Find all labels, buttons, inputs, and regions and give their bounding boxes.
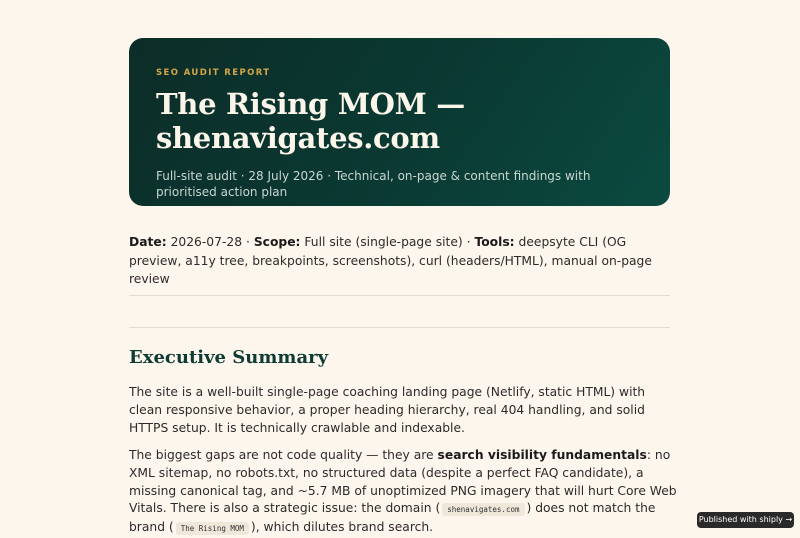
scope-label: Scope: <box>253 235 301 249</box>
report-title-line-1: The Rising MOM — <box>156 87 465 121</box>
executive-summary-paragraph-2 <box>129 447 677 538</box>
date-value: 2026-07-28 <box>170 235 243 249</box>
brand-code: The Rising MOM <box>176 522 249 535</box>
date-label: Date: <box>129 235 167 249</box>
tools-label: Tools: <box>474 235 515 249</box>
scope-value: Full site (single-page site) <box>304 235 463 249</box>
paragraph-text: : no XML sitemap, no robots.txt, no structured data (despite a perfect FAQ candidate), a missing canonical tag, and ~5.7 MB of unoptimized PNG imagery that will hurt Core Web Vitals. There is also a strategic issue: the domain ( <box>129 448 677 516</box>
report-title <box>156 87 643 155</box>
paragraph-text: ) does not match the brand ( <box>129 501 656 535</box>
divider <box>129 327 670 328</box>
emphasis-text: search visibility fundamentals <box>437 448 647 462</box>
tools-value: deepsyte CLI (OG preview, a11y tree, breakpoints, screenshots), curl (headers/HTML), manual on-page review <box>129 235 652 286</box>
published-with-shiply-badge[interactable]: Published with shiply → <box>697 512 794 528</box>
executive-summary-paragraph-1: The site is a well-built single-page coaching landing page (Netlify, static HTML) with clean responsive behavior, a proper heading hierarchy, real 404 handling, and solid HTTPS setup. It is technically crawlable and indexable. <box>129 385 646 435</box>
divider <box>129 295 670 296</box>
report-title-line-2: shenavigates.com <box>156 121 440 155</box>
report-hero-banner <box>129 38 670 206</box>
report-eyebrow: SEO AUDIT REPORT <box>156 68 271 78</box>
domain-code: shenavigates.com <box>442 503 524 516</box>
meta-separator: · <box>466 235 471 249</box>
paragraph-text: ), which dilutes brand search. <box>250 520 434 535</box>
paragraph-text: The biggest gaps are not code quality — they are <box>129 448 438 462</box>
report-meta <box>129 233 674 289</box>
executive-summary-heading: Executive Summary <box>129 347 329 368</box>
meta-separator: · <box>245 235 250 249</box>
report-subtitle: Full-site audit · 28 July 2026 · Technical, on-page & content findings with prioritised action plan <box>156 169 591 199</box>
